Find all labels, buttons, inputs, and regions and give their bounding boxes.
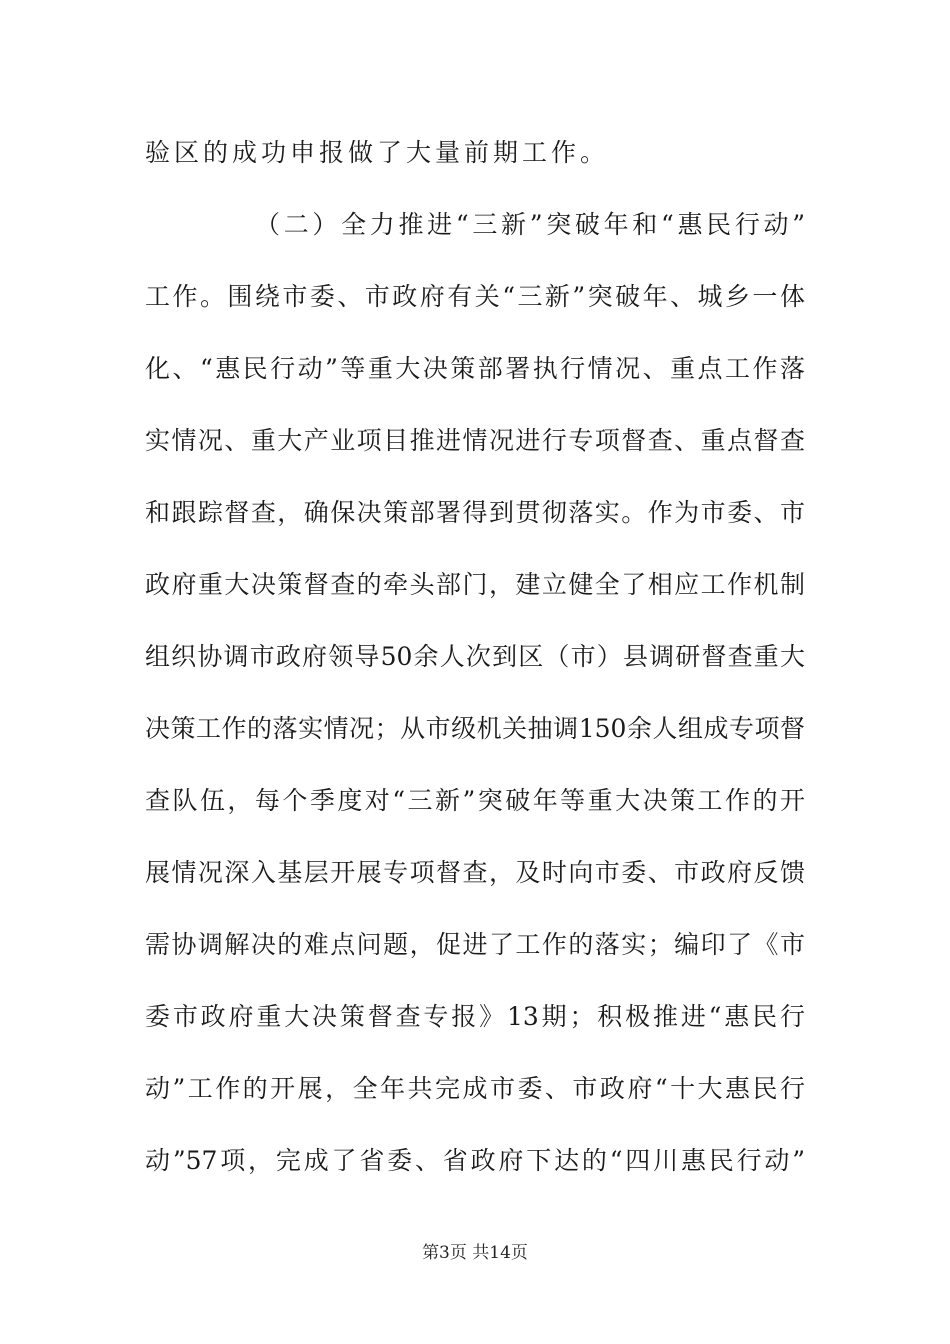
paragraph-line: 需协调解决的难点问题，促进了工作的落实；编印了《市 [145, 930, 805, 959]
paragraph-line: 工作。围绕市委、市政府有关“三新”突破年、城乡一体 [145, 282, 805, 311]
paragraph-line: 和跟踪督查，确保决策部署得到贯彻落实。作为市委、市 [145, 498, 805, 527]
paragraph-line: 动”57项，完成了省委、省政府下达的“四川惠民行动” [145, 1146, 805, 1175]
paragraph-line: 查队伍，每个季度对“三新”突破年等重大决策工作的开 [145, 786, 805, 815]
paragraph-line: 动”工作的开展，全年共完成市委、市政府“十大惠民行 [145, 1074, 805, 1103]
section-heading-line: （二）全力推进“三新”突破年和“惠民行动” [255, 210, 805, 239]
paragraph-line: 政府重大决策督查的牵头部门，建立健全了相应工作机制 [145, 570, 805, 599]
paragraph-line: 决策工作的落实情况；从市级机关抽调150余人组成专项督 [145, 714, 805, 743]
paragraph-line: 验区的成功申报做了大量前期工作。 [145, 138, 610, 167]
paragraph-line: 化、“惠民行动”等重大决策部署执行情况、重点工作落 [145, 354, 805, 383]
paragraph-line: 组织协调市政府领导50余人次到区（市）县调研督查重大 [145, 642, 805, 671]
paragraph-line: 展情况深入基层开展专项督查，及时向市委、市政府反馈 [145, 858, 805, 887]
page-number-footer: 第3页 共14页 [422, 1243, 528, 1263]
paragraph-line: 委市政府重大决策督查专报》13期；积极推进“惠民行 [145, 1002, 805, 1031]
paragraph-line: 实情况、重大产业项目推进情况进行专项督查、重点督查 [145, 426, 805, 455]
